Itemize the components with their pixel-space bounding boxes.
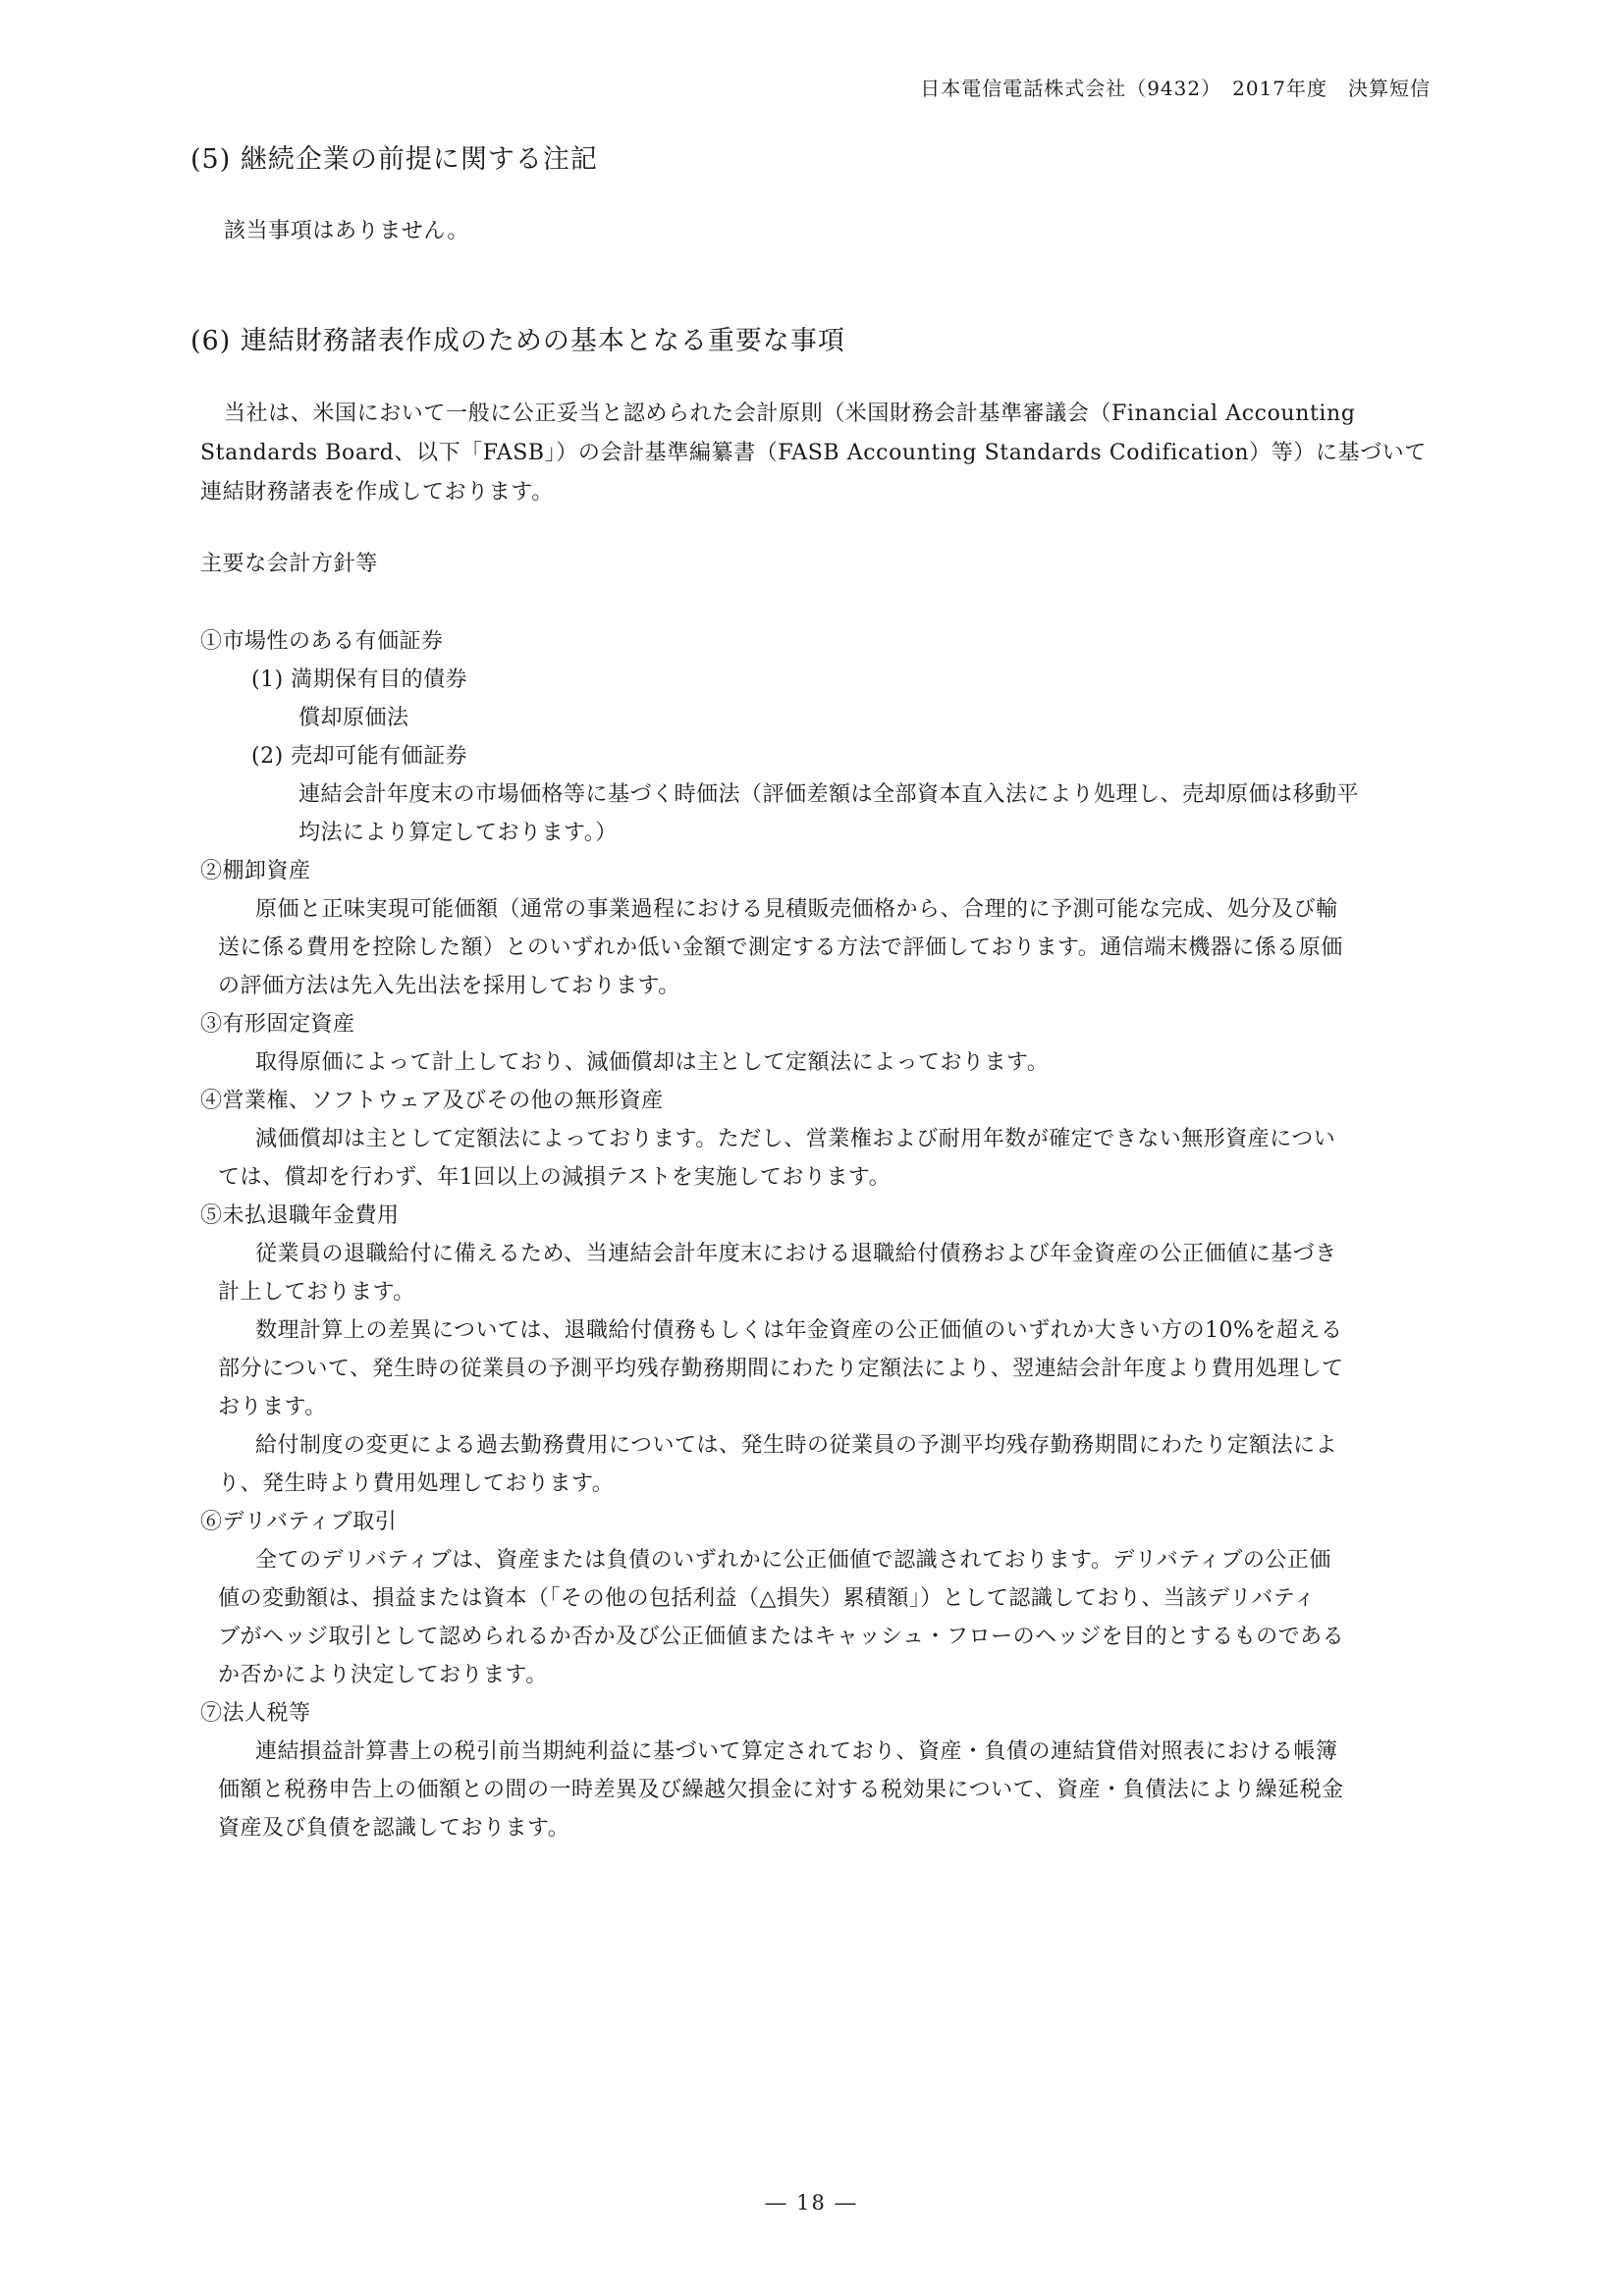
section5-title: (5) 継続企業の前提に関する注記	[190, 144, 598, 175]
policy-intangibles-heading: ④営業権、ソフトウェア及びその他の無形資産	[200, 1089, 664, 1113]
securities-sub2-line: 連結会計年度末の市場価格等に基づく時価法（評価差額は全部資本直入法により処理し、売却原価は移動平	[298, 782, 1360, 807]
derivatives-line: 全てのデリバティブは、資産または負債のいずれかに公正価値で認識されております。デリバティブの公正価	[255, 1548, 1331, 1573]
page-number: ― 18 ―	[765, 2191, 858, 2215]
page-header: 日本電信電話株式会社（9432） 2017年度 決算短信	[920, 77, 1431, 100]
derivatives-line: ブがヘッジ取引として認められるか否か及び公正価値またはキャッシュ・フローのヘッジを目的とするものである	[218, 1625, 1345, 1649]
inventory-line: 送に係る費用を控除した額）とのいずれか低い金額で測定する方法で評価しております。通信端末機器に係る原価	[218, 935, 1343, 960]
derivatives-line: 値の変動額は、損益または資本（「その他の包括利益（△損失）累積額」）として認識しており、当該デリバティ	[218, 1586, 1317, 1611]
policy-securities-heading: ①市場性のある有価証券	[200, 629, 444, 654]
intangibles-line: 減価償却は主として定額法によっております。ただし、営業権および耐用年数が確定できない無形資産につい	[255, 1127, 1336, 1151]
section6-intro	[200, 395, 1506, 512]
securities-sub1-body: 償却原価法	[298, 706, 409, 730]
derivatives-line: か否かにより決定しております。	[218, 1663, 548, 1687]
securities-sub2-line: 均法により算定しております。）	[298, 821, 618, 845]
accounting-policies-list	[200, 622, 1496, 1847]
retirement-line: 給付制度の変更による過去勤務費用については、発生時の従業員の予測平均残存勤務期間にわたり定額法によ	[255, 1433, 1338, 1458]
policy-derivatives-heading: ⑥デリバティブ取引	[200, 1510, 398, 1534]
section5-body: 該当事項はありません。	[224, 219, 469, 243]
policy-retirement-heading: ⑤未払退職年金費用	[200, 1203, 400, 1228]
section6-title: (6) 連結財務諸表作成のための基本となる重要な事項	[190, 326, 845, 356]
intro-line-3: 連結財務諸表を作成しております。	[200, 480, 554, 505]
ppe-line: 取得原価によって計上しており、減価償却は主として定額法によっております。	[255, 1050, 1050, 1075]
inventory-line: の評価方法は先入先出法を採用しております。	[218, 974, 680, 998]
retirement-line: 数理計算上の差異については、退職給付債務もしくは年金資産の公正価値のいずれか大きい方の10%を超える	[255, 1318, 1343, 1343]
taxes-line: 資産及び負債を認識しております。	[218, 1816, 570, 1841]
policy-ppe-heading: ③有形固定資産	[200, 1012, 355, 1037]
intangibles-line: ては、償却を行わず、年1回以上の減損テストを実施しております。	[218, 1165, 892, 1190]
retirement-line: 計上しております。	[218, 1280, 415, 1305]
taxes-line: 連結損益計算書上の税引前当期純利益に基づいて算定されており、資産・負債の連結貸借対照表における帳簿	[255, 1739, 1338, 1764]
retirement-line: おります。	[218, 1395, 327, 1419]
retirement-line: 従業員の退職給付に備えるため、当連結会計年度末における退職給付債務および年金資産の公正価値に基づき	[255, 1242, 1337, 1266]
retirement-line: り、発生時より費用処理しております。	[218, 1471, 615, 1496]
policy-inventory-heading: ②棚卸資産	[200, 859, 311, 883]
inventory-line: 原価と正味実現可能価額（通常の事業過程における見積販売価格から、合理的に予測可能な完成、処分及び輸	[255, 897, 1338, 922]
retirement-line: 部分について、発生時の従業員の予測平均残存勤務期間にわたり定額法により、翌連結会計年度より費用処理して	[218, 1357, 1344, 1381]
intro-line-2: Standards Board、以下「FASB」）の会計基準編纂書（FASB Accounting Standards Codification）等）に基づいて	[200, 441, 1427, 465]
intro-line-1: 当社は、米国において一般に公正妥当と認められた会計原則（米国財務会計基準審議会（Financial Accounting	[224, 401, 1356, 426]
taxes-line: 価額と税務申告上の価額との間の一時差異及び繰越欠損金に対する税効果について、資産・負債法により繰延税金	[218, 1778, 1344, 1802]
securities-sub1-label: (1) 満期保有目的債券	[251, 667, 468, 692]
securities-sub2-label: (2) 売却可能有価証券	[251, 744, 468, 769]
policy-taxes-heading: ⑦法人税等	[200, 1701, 311, 1726]
policies-heading: 主要な会計方針等	[200, 552, 378, 576]
